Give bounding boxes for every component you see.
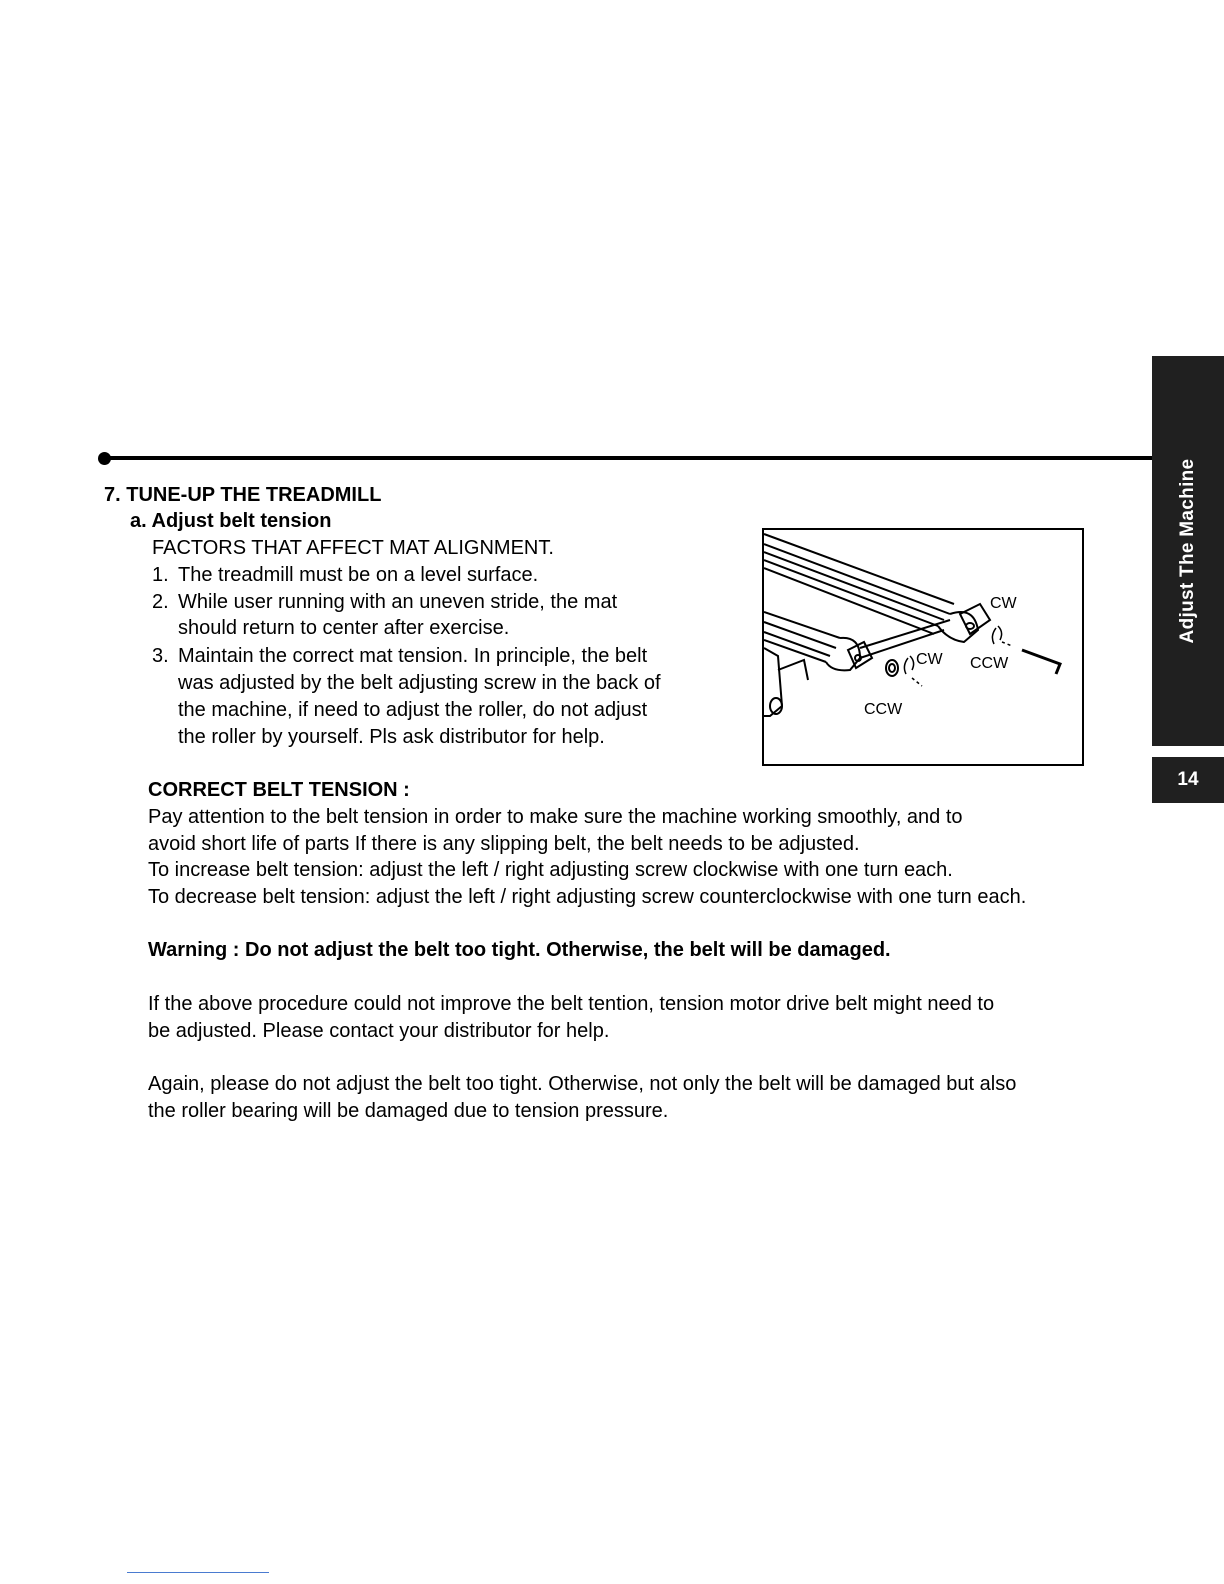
figure-label-cw-left: CW [916, 651, 943, 668]
list-item-line: Maintain the correct mat tension. In principle, the belt [178, 645, 648, 667]
list-item-line: While user running with an uneven stride, the mat [178, 591, 618, 613]
belt-adjustment-figure [762, 528, 1084, 766]
list-item-line: should return to center after exercise. [178, 617, 510, 639]
list-item-number: 1. [152, 564, 169, 586]
side-tab-label: Adjust The Machine [1177, 458, 1198, 644]
warning-text: Warning : Do not adjust the belt too tight. Otherwise, the belt will be damaged. [148, 939, 891, 961]
correct-tension-heading: CORRECT BELT TENSION : [148, 779, 410, 801]
list-item-line: the roller by yourself. Pls ask distributor for help. [178, 726, 605, 748]
list-item-number: 3. [152, 645, 169, 667]
figure-label-cw-right: CW [990, 595, 1017, 612]
list-item-line: The treadmill must be on a level surface. [178, 564, 539, 586]
treadmill-rear-illustration [764, 530, 1082, 764]
list-item-line: the machine, if need to adjust the roller, do not adjust [178, 699, 648, 721]
figure-label-ccw-left: CCW [864, 701, 903, 718]
list-item-line: was adjusted by the belt adjusting screw in the back of [178, 672, 661, 694]
tension-line: To decrease belt tension: adjust the left / right adjusting screw counterclockwise with one turn each. [148, 886, 1027, 908]
factors-heading: FACTORS THAT AFFECT MAT ALIGNMENT. [152, 537, 554, 559]
tension-line: To increase belt tension: adjust the left / right adjusting screw clockwise with one turn each. [148, 859, 953, 881]
list-item-number: 2. [152, 591, 169, 613]
page-number: 14 [1152, 757, 1224, 803]
header-rule [104, 456, 1152, 460]
tension-line: avoid short life of parts If there is any slipping belt, the belt needs to be adjusted. [148, 833, 860, 855]
footer-divider [127, 1572, 269, 1573]
side-tab [1152, 356, 1224, 746]
figure-label-ccw-right: CCW [970, 655, 1009, 672]
subsection-title: a. Adjust belt tension [130, 510, 332, 532]
section-title: 7. TUNE-UP THE TREADMILL [104, 484, 382, 506]
tension-line: Pay attention to the belt tension in order to make sure the machine working smoothly, and to [148, 806, 963, 828]
paragraph-line: If the above procedure could not improve the belt tention, tension motor drive belt might need to [148, 993, 995, 1015]
paragraph-line: Again, please do not adjust the belt too tight. Otherwise, not only the belt will be damaged but also [148, 1073, 1017, 1095]
paragraph-line: be adjusted. Please contact your distributor for help. [148, 1020, 610, 1042]
paragraph-line: the roller bearing will be damaged due to tension pressure. [148, 1100, 669, 1122]
